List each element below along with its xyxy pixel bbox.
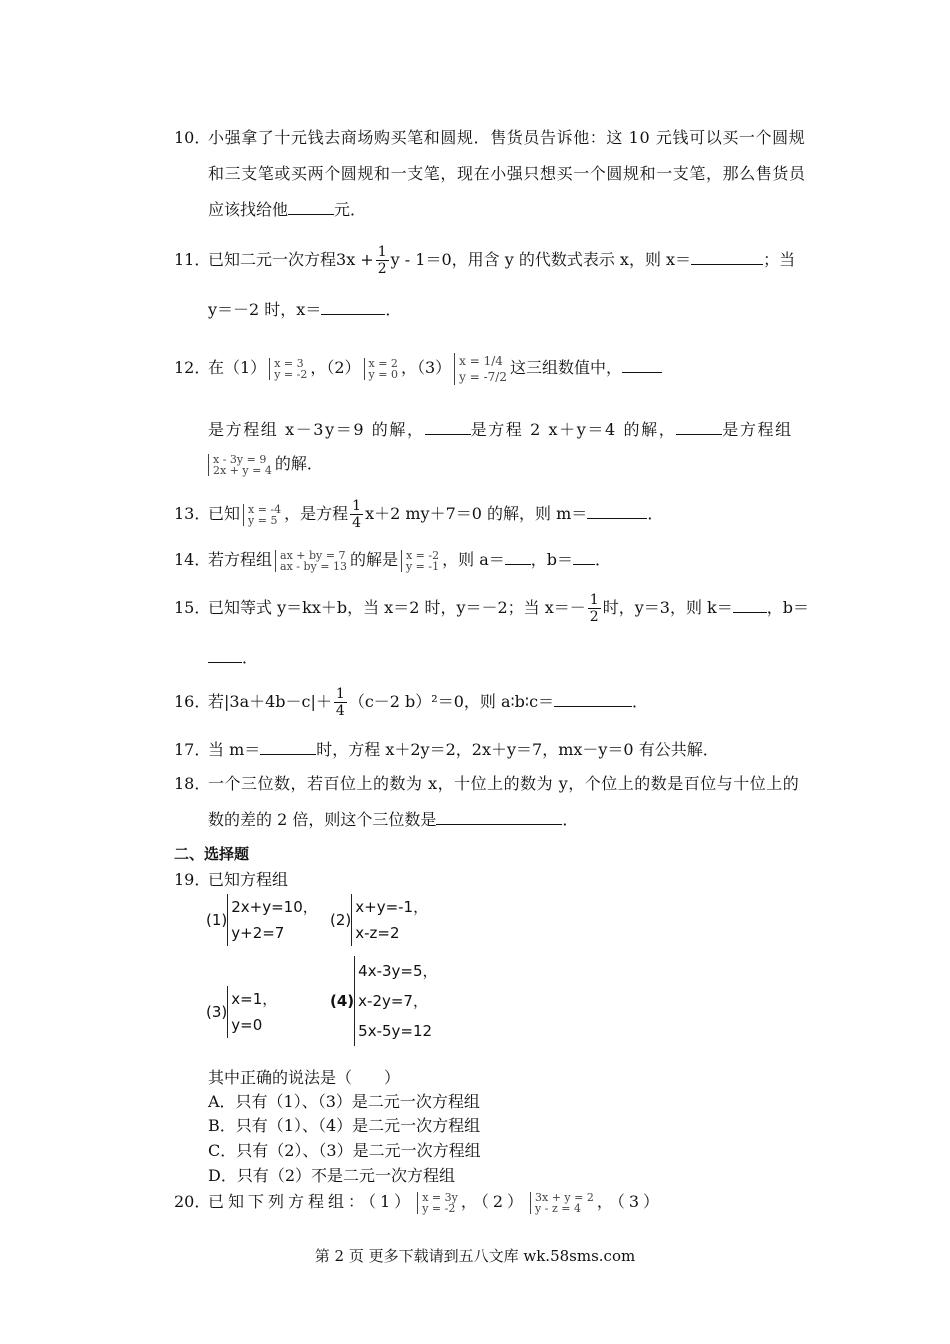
q16-end: ． — [632, 692, 649, 711]
q15-post: 时，y＝3，则 k＝ — [602, 598, 733, 617]
q19-option-b[interactable]: B．只有（1）、（4）是二元一次方程组 — [208, 1116, 481, 1135]
q19-option-c[interactable]: C．只有（2）、（3）是二元一次方程组 — [208, 1141, 481, 1160]
q15-fraction — [588, 592, 601, 625]
q11-pre: 已知二元一次方程 — [208, 250, 337, 269]
q11-line1 — [208, 240, 795, 280]
q11-end: ；当 — [763, 250, 796, 269]
q11-number: 11． — [174, 250, 211, 269]
q20-number: 20． — [174, 1192, 211, 1211]
q18-line1: 一个三位数，若百位上的数为 x，十位上的数为 y，个位上的数是百位与十位上的 — [208, 774, 800, 793]
q19-g3-eq2: y=0 — [231, 1016, 263, 1034]
q12-post: 这三组数值中， — [509, 358, 622, 377]
q12-s3-eq2: y = -7/2 — [459, 369, 507, 384]
q11-line2 — [208, 298, 401, 322]
q12-s4-eq1: x - 3y = 9 — [213, 452, 267, 466]
q19-system-4 — [330, 956, 438, 1046]
q12-s1-eq1: x = 3 — [274, 356, 304, 370]
q14-s1-eq1: ax + by = 7 — [280, 548, 346, 562]
q12-s2-eq2: y = 0 — [368, 367, 398, 381]
q14-line — [208, 542, 611, 578]
q14-system-1 — [275, 550, 347, 572]
q17-post: 时，方程 x＋2y＝2，2x＋y＝7，mx－y＝0 有公共解． — [316, 740, 719, 759]
q19-g2-brace — [351, 894, 428, 946]
q18-line2 — [208, 808, 578, 832]
q19-g2-label: (2) — [330, 911, 352, 929]
q11-fraction — [376, 244, 389, 277]
q19-system-2 — [330, 894, 428, 946]
q19-number: 19． — [174, 870, 211, 889]
q14-answer-blank-a[interactable] — [505, 548, 531, 565]
q12-line2-b: 是方程 2 x＋y＝4 的解， — [470, 420, 677, 439]
q20-s2-eq1: 3x + y = 2 — [535, 1190, 594, 1204]
q14-post: ，则 a＝ — [442, 550, 505, 569]
q12-line2-c: 是方程组 — [722, 420, 793, 439]
q14-s2-eq2: y = -1 — [405, 559, 440, 573]
q16-frac-bot: 4 — [335, 703, 345, 719]
q19-g1-eq1: 2x+y=10， — [231, 898, 318, 916]
q15-answer-blank-k[interactable] — [733, 596, 767, 613]
q10-line3-end: 元． — [334, 200, 367, 219]
q15-pre: 已知等式 y＝kx＋b，当 x＝2 时，y＝－2；当 x＝－ — [208, 598, 586, 617]
q13-system — [243, 504, 281, 526]
q19-g1-eq2: y+2=7 — [231, 924, 285, 942]
q14-system-2 — [401, 550, 439, 572]
q12-line3-end: 的解． — [274, 454, 323, 473]
q11-frac-bot: 2 — [377, 261, 387, 277]
q19-g4-eq1: 4x-3y=5， — [358, 962, 438, 980]
q18-number: 18． — [174, 774, 211, 793]
q20-s1-eq1: x = 3y — [422, 1190, 458, 1204]
q12-s4-eq2: 2x + y = 4 — [213, 463, 272, 477]
q15-end: ． — [242, 648, 259, 667]
page-footer: 第 2 页 更多下载请到五八文库 wk.58sms.com — [314, 1247, 636, 1265]
q19-g3-label: (3) — [206, 1003, 228, 1021]
q12-answer-blank-2[interactable] — [425, 418, 471, 435]
q19-g4-brace — [354, 956, 437, 1046]
q15-frac-top: 1 — [589, 592, 599, 608]
q10-line3 — [208, 198, 366, 222]
q14-pre: 若方程组 — [208, 550, 273, 569]
q12-system-4 — [208, 454, 272, 476]
q19-option-a[interactable]: A．只有（1）、（3）是二元一次方程组 — [208, 1092, 480, 1111]
q13-number: 13． — [174, 504, 211, 523]
q20-pre: 已知下列方程组：（1） — [208, 1192, 415, 1211]
q13-frac-bot: 4 — [352, 515, 362, 531]
q15-line1 — [208, 586, 809, 630]
q13-eq2: y = 5 — [248, 513, 278, 527]
q18-line2-text: 数的差的 2 倍，则这个三位数是 — [208, 810, 437, 829]
q15-mid: ，b＝ — [766, 598, 809, 617]
q11-frac-top: 1 — [377, 244, 387, 260]
q12-s2-eq1: x = 2 — [368, 356, 398, 370]
q20-mid2: ，（3） — [596, 1192, 664, 1211]
q10-line1: 小强拿了十元钱去商场购买笔和圆规．售货员告诉他：这 10 元钱可以买一个圆规 — [208, 128, 806, 147]
q10-line3-text: 应该找给他 — [208, 200, 289, 219]
q19-g2-eq2: x-z=2 — [355, 924, 400, 942]
q12-answer-blank-1[interactable] — [622, 356, 662, 373]
q11-line2-text: y＝－2 时，x＝ — [208, 300, 322, 319]
q15-frac-bot: 2 — [589, 609, 599, 625]
q16-number: 16． — [174, 692, 211, 711]
q14-number: 14． — [174, 550, 211, 569]
q10-line2: 和三支笔或买两个圆规和一支笔，现在小强只想买一个圆规和一支笔，那么售货员 — [208, 164, 806, 183]
q18-line2-end: ． — [562, 810, 579, 829]
q12-system-3 — [454, 353, 507, 385]
q14-s2-eq1: x = -2 — [405, 548, 440, 562]
q12-system-2 — [364, 358, 398, 380]
q12-system-1 — [269, 358, 307, 380]
q19-text: 已知方程组 — [208, 870, 289, 889]
q10-answer-blank[interactable] — [288, 198, 334, 215]
q20-s1-eq2: y = -2 — [422, 1201, 456, 1215]
q13-end: ． — [647, 504, 664, 523]
q16-fraction — [334, 686, 347, 719]
q11-eq-b: y - 1 — [390, 250, 426, 269]
q20-system-1 — [417, 1192, 458, 1214]
q19-g4-label: (4) — [330, 992, 355, 1010]
q12-line2 — [208, 418, 793, 442]
q12-mid2: ，（3） — [400, 358, 452, 377]
q19-g3-brace — [227, 986, 277, 1038]
q19-question: 其中正确的说法是（ ） — [208, 1068, 401, 1087]
q14-end: ． — [595, 550, 612, 569]
q13-frac-top: 1 — [352, 498, 362, 514]
q12-line3 — [208, 452, 323, 476]
q12-s3-eq1: x = 1/4 — [459, 353, 503, 368]
q19-system-1 — [206, 894, 318, 946]
q12-line1 — [208, 346, 662, 390]
q14-answer-blank-b[interactable] — [573, 548, 595, 565]
q19-g4-eq2: x-2y=7， — [358, 992, 428, 1010]
q16-pre: 若|3a＋4b－c|＋ — [208, 692, 332, 711]
q12-number: 12． — [174, 358, 211, 377]
q17-line — [208, 738, 719, 762]
q15-number: 15． — [174, 598, 211, 617]
q16-frac-top: 1 — [335, 686, 345, 702]
q13-post: x＋2 my＋7＝0 的解，则 m＝ — [365, 504, 588, 523]
q13-pre: 已知 — [208, 504, 241, 523]
q13-mid: ，是方程 — [284, 504, 349, 523]
q11-answer-blank-1[interactable] — [691, 248, 763, 265]
q14-mid: 的解是 — [349, 550, 398, 569]
q17-pre: 当 m＝ — [208, 740, 261, 759]
q16-line — [208, 680, 648, 724]
q20-mid1: ，（2） — [460, 1192, 528, 1211]
q11-mid: ＝0，用含 y 的代数式表示 x，则 x＝ — [425, 250, 692, 269]
q12-pre: 在（1） — [208, 358, 267, 377]
q20-s2-eq2: y - z = 4 — [535, 1201, 581, 1215]
q16-post: （c－2 b）²＝0，则 a∶b∶c＝ — [348, 692, 555, 711]
q14-s1-eq2: ax - by = 13 — [280, 559, 347, 573]
q11-eq-a: 3x + — [336, 250, 374, 269]
section-heading: 二、选择题 — [174, 845, 250, 863]
q19-option-d[interactable]: D．只有（2）不是二元一次方程组 — [208, 1166, 456, 1185]
q15-answer-blank-b[interactable] — [208, 646, 242, 663]
q14-mid2: ，b＝ — [530, 550, 573, 569]
q19-g2-eq1: x+y=-1， — [355, 898, 429, 916]
q12-answer-blank-3[interactable] — [676, 418, 722, 435]
q12-mid1: ，（2） — [310, 358, 361, 377]
q20-system-2 — [530, 1192, 594, 1214]
q11-line2-end: ． — [385, 300, 402, 319]
q13-fraction — [350, 498, 363, 531]
q18-answer-blank[interactable] — [436, 808, 562, 825]
q13-eq1: x = -4 — [248, 502, 282, 516]
q19-system-3 — [206, 986, 277, 1038]
q10-number: 10． — [174, 128, 211, 147]
q17-number: 17． — [174, 740, 211, 759]
q17-answer-blank[interactable] — [260, 738, 316, 755]
q12-s1-eq2: y = -2 — [274, 367, 308, 381]
q16-answer-blank[interactable] — [554, 690, 632, 707]
q19-g3-eq1: x=1， — [231, 990, 278, 1008]
q13-line — [208, 492, 663, 536]
q19-g1-label: (1) — [206, 911, 228, 929]
q11-answer-blank-2[interactable] — [321, 298, 385, 315]
q19-g4-eq3: 5x-5y=12 — [358, 1022, 433, 1040]
q20-line — [208, 1184, 663, 1220]
q15-line2 — [208, 646, 258, 670]
q19-g1-brace — [227, 894, 318, 946]
q13-answer-blank[interactable] — [587, 502, 647, 519]
q12-line2-a: 是方程组 x－3y＝9 的解， — [208, 420, 425, 439]
